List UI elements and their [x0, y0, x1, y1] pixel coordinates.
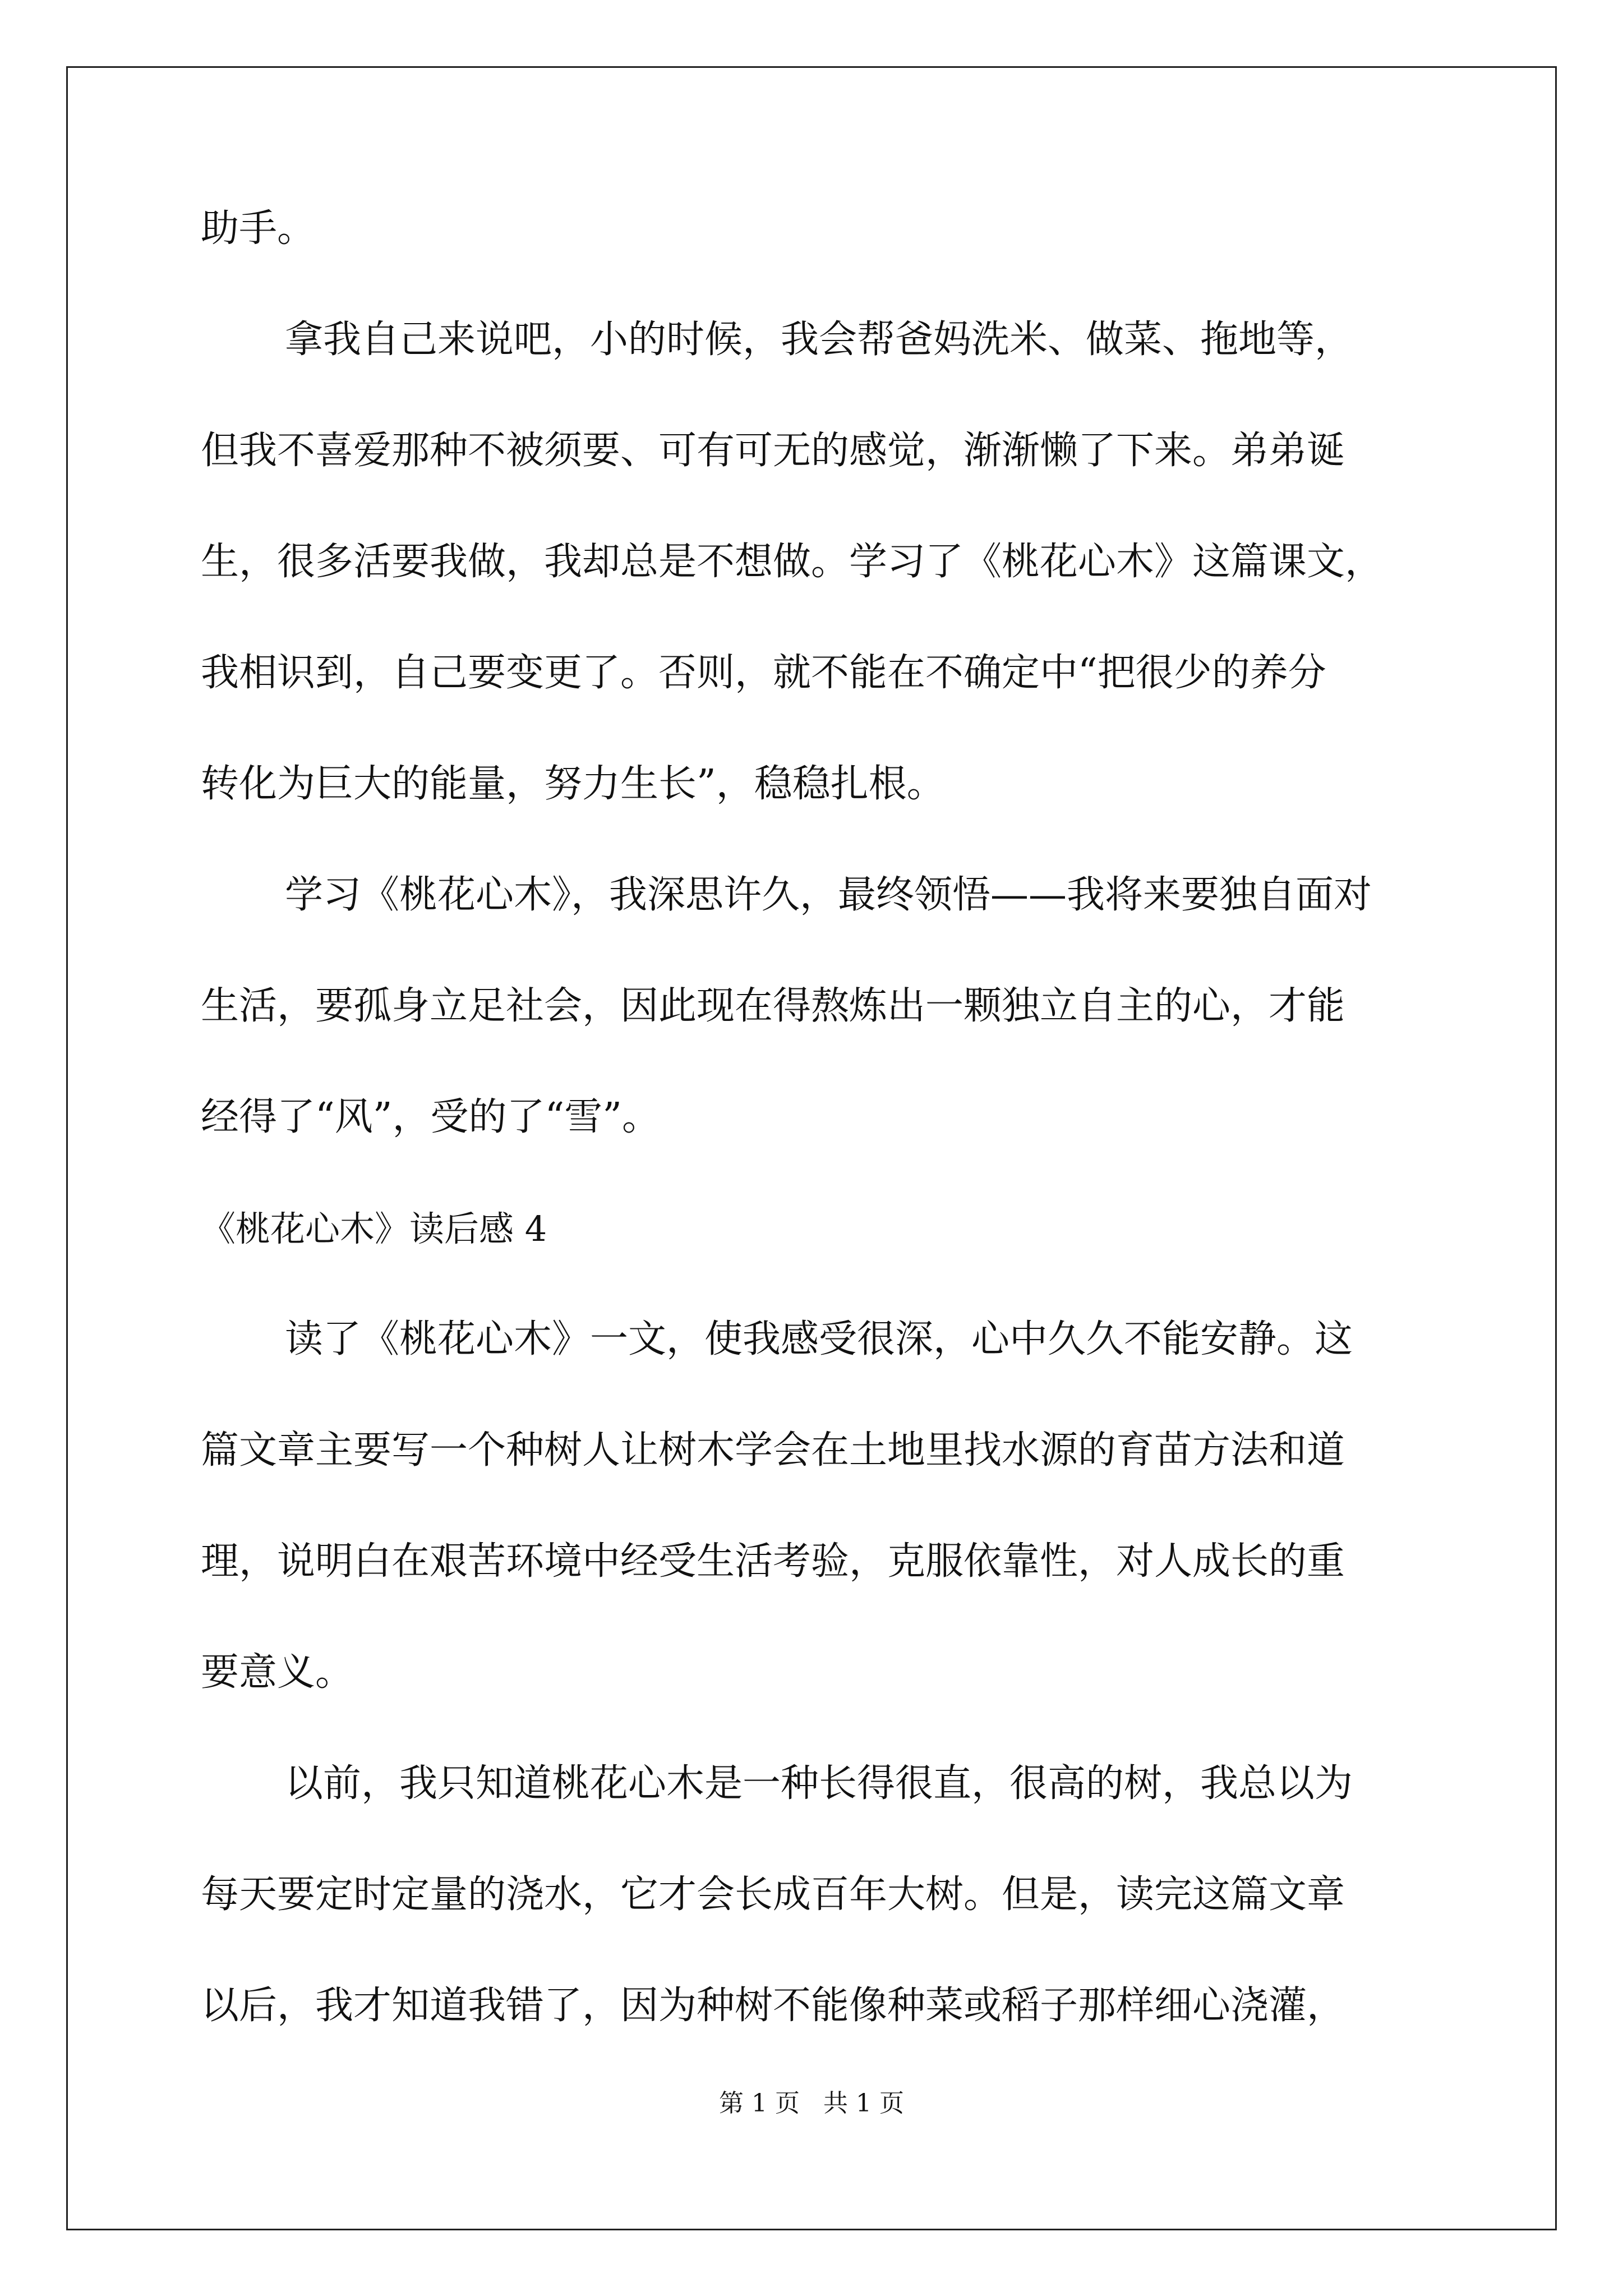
paragraph-first-line: 读了《桃花心木》一文，使我感受很深，心中久久不能安静。这 [285, 1317, 1353, 1361]
text-line: 转化为巨大的能量，努力生长”，稳稳扎根。 [201, 762, 945, 806]
text-line: 但我不喜爱那种不被须要、可有可无的感觉，渐渐懒了下来。弟弟诞 [201, 429, 1345, 473]
section-heading: 《桃花心木》读后感 4 [201, 1208, 547, 1249]
text-line: 生，很多活要我做，我却总是不想做。学习了《桃花心木》这篇课文， [201, 540, 1384, 584]
text-line: 助手。 [201, 206, 316, 251]
text-line: 生活，要孤身立足社会，因此现在得熬炼出一颗独立自主的心，才能 [201, 984, 1345, 1028]
paragraph-first-line: 学习《桃花心木》，我深思许久，最终领悟——我将来要独自面对 [285, 873, 1372, 917]
paragraph-first-line: 拿我自己来说吧，小的时候，我会帮爸妈洗米、做菜、拖地等， [285, 318, 1353, 362]
text-line: 理，说明白在艰苦环境中经受生活考验，克服依靠性，对人成长的重 [201, 1539, 1345, 1584]
text-line: 经得了“风”，受的了“雪”。 [201, 1095, 661, 1139]
text-line: 以后，我才知道我错了，因为种树不能像种菜或稻子那样细心浇灌， [201, 1984, 1345, 2028]
text-line: 要意义。 [201, 1650, 354, 1695]
page-footer: 第 1 页 共 1 页 [719, 2089, 904, 2118]
text-line: 我相识到，自己要变更了。否则，就不能在不确定中“把很少的养分 [201, 651, 1326, 695]
text-line: 每天要定时定量的浇水，它才会长成百年大树。但是，读完这篇文章 [201, 1872, 1345, 1917]
text-line: 篇文章主要写一个种树人让树木学会在土地里找水源的育苗方法和道 [201, 1428, 1345, 1473]
paragraph-first-line: 以前，我只知道桃花心木是一种长得很直，很高的树，我总以为 [285, 1761, 1353, 1806]
